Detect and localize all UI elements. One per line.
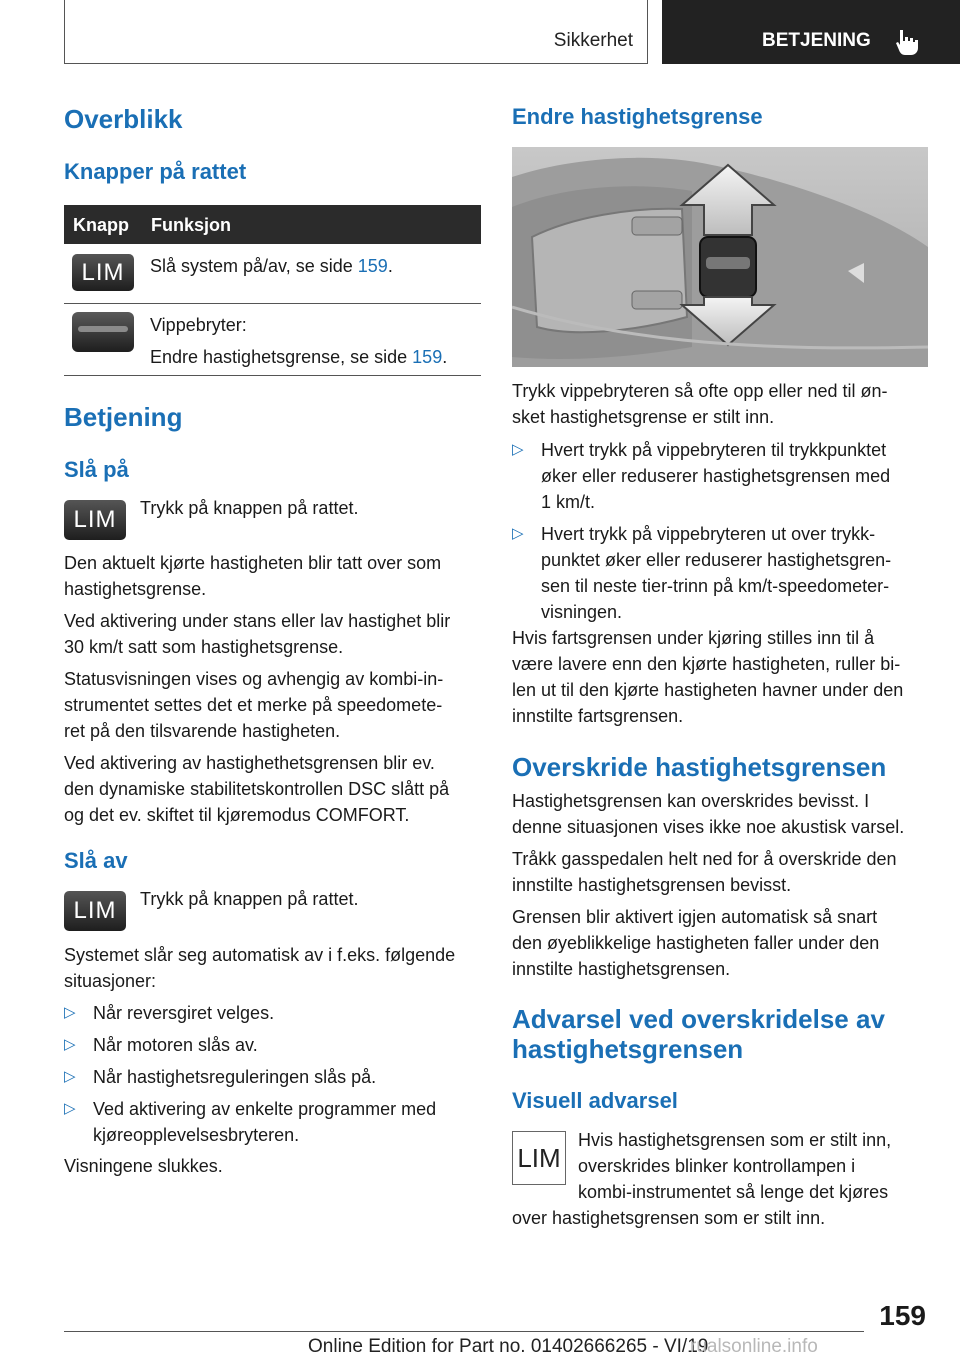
paragraph: Grensen blir aktivert igjen automatisk så snart den øyeblikkelige hastigheten faller under den innstilte hastighetsgrensen. bbox=[512, 907, 880, 979]
paragraph: Hastighetsgrensen kan overskrides bevisst. I denne situasjonen vises ikke noe akustisk varsel. bbox=[512, 791, 905, 837]
paragraph: Den aktuelt kjørte hastigheten blir tatt over som hastighetsgrense. bbox=[64, 553, 442, 599]
hand-pointer-icon bbox=[894, 28, 920, 56]
closing-text: Visningene slukkes. bbox=[64, 1156, 223, 1176]
lim-indicator-light-icon: LIM bbox=[512, 1131, 566, 1185]
paragraph: Ved aktivering under stans eller lav hastighet blir 30 km/t satt som hastighetsgrense. bbox=[64, 611, 451, 657]
lim-button-icon: LIM bbox=[64, 891, 126, 931]
sla-av-intro: Trykk på knappen på rattet. bbox=[140, 889, 359, 909]
list-item-text: Hvert trykk på vippebryteren ut over trykk- punktet øker eller reduserer hastighetsgren- sen til neste tier-trinn på km/t-speedometer- visningen. bbox=[541, 524, 892, 622]
footer-rule bbox=[64, 1331, 864, 1332]
sla-av-heading: Slå av bbox=[64, 848, 128, 873]
bullet-triangle-icon: ▷ bbox=[64, 1036, 76, 1053]
list-item-text: Ved aktivering av enkelte programmer med kjøreopplevelsesbryteren. bbox=[93, 1099, 437, 1145]
bullet-triangle-icon: ▷ bbox=[64, 1004, 76, 1021]
list-item-text: Når motoren slås av. bbox=[93, 1035, 258, 1055]
col-funksjon-header: Funksjon bbox=[151, 215, 231, 235]
watermark: rualsonline.info bbox=[690, 1336, 818, 1357]
endre-para: Trykk vippebryteren så ofte opp eller ned til øn- sket hastighetsgrense er stilt inn. bbox=[512, 381, 888, 427]
bullet-triangle-icon: ▷ bbox=[64, 1068, 76, 1085]
list-item-text: Når hastighetsreguleringen slås på. bbox=[93, 1067, 377, 1087]
endre-heading: Endre hastighetsgrense bbox=[512, 104, 763, 129]
bullet-triangle-icon: ▷ bbox=[512, 525, 524, 542]
overskride-heading: Overskride hastighetsgrensen bbox=[512, 752, 887, 782]
header-section-label: Sikkerhet bbox=[553, 30, 633, 51]
bullet-triangle-icon: ▷ bbox=[512, 441, 524, 458]
header-chapter-label: BETJENING bbox=[762, 30, 871, 51]
col-knapp-header: Knapp bbox=[73, 215, 129, 235]
header-chapter-tab bbox=[662, 0, 960, 64]
knapper-heading: Knapper på rattet bbox=[64, 159, 247, 184]
paragraph: Ved aktivering av hastighethetsgrensen blir ev. den dynamiske stabilitetskontrollen DSC slått på og det ev. skiftet til kjøremodus COMFORT. bbox=[64, 753, 450, 825]
table-divider bbox=[64, 303, 481, 304]
lim-button-icon: LIM bbox=[64, 500, 126, 540]
list-item-text: Når reversgiret velges. bbox=[93, 1003, 275, 1023]
page-link[interactable]: 159 bbox=[357, 256, 388, 276]
page-number: 159 bbox=[879, 1300, 926, 1331]
paragraph: Tråkk gasspedalen helt ned for å overskride den innstilte hastighetsgrensen bevisst. bbox=[512, 849, 897, 895]
visuell-para-a: Hvis hastighetsgrensen som er stilt inn, overskrides blinker kontrollampen i kombi-instrumentet så lenge det kjøres bbox=[578, 1130, 892, 1202]
table-row-2-line2: Endre hastighetsgrense, se side 159. bbox=[150, 347, 448, 367]
footer-edition: Online Edition for Part no. 01402666265 - VI/19 bbox=[308, 1336, 709, 1357]
advarsel-heading: Advarsel ved overskridelse av hastighetsgrensen bbox=[512, 1004, 885, 1064]
bullet-triangle-icon: ▷ bbox=[64, 1100, 76, 1117]
page-link[interactable]: 159 bbox=[412, 347, 443, 367]
sla-pa-intro: Trykk på knappen på rattet. bbox=[140, 498, 359, 518]
paragraph: Statusvisningen vises og avhengig av kombi-in- strumentet settes det et merke på speedomete- ret på den tilsvarende hastigheten. bbox=[64, 669, 444, 741]
steering-wheel-illustration bbox=[512, 147, 928, 367]
table-header bbox=[64, 205, 481, 244]
betjening-heading: Betjening bbox=[64, 402, 183, 432]
header-section-tab bbox=[64, 0, 648, 64]
rocker-switch-icon bbox=[72, 312, 134, 352]
sla-pa-heading: Slå på bbox=[64, 457, 129, 482]
visuell-para-b: over hastighetsgrensen som er stilt inn. bbox=[512, 1208, 826, 1228]
overblikk-heading: Overblikk bbox=[64, 104, 183, 134]
table-divider bbox=[64, 375, 481, 376]
fartsgrense-para: Hvis fartsgrensen under kjøring stilles inn til å være lavere enn den kjørte hastigheten, ruller bi- len ut til den kjørte hastigheten havner under den innstilte fartsgrensen. bbox=[512, 628, 904, 726]
table-row-1-text: Slå system på/av, se side 159. bbox=[150, 256, 393, 276]
lim-button-icon: LIM bbox=[72, 254, 134, 291]
visuell-advarsel-heading: Visuell advarsel bbox=[512, 1088, 678, 1113]
sla-av-para: Systemet slår seg automatisk av i f.eks. følgende situasjoner: bbox=[64, 945, 456, 991]
table-row-2-line1: Vippebryter: bbox=[150, 315, 247, 335]
list-item-text: Hvert trykk på vippebryteren til trykkpunktet øker eller reduserer hastighetsgrensen med 1 km/t. bbox=[541, 440, 891, 512]
